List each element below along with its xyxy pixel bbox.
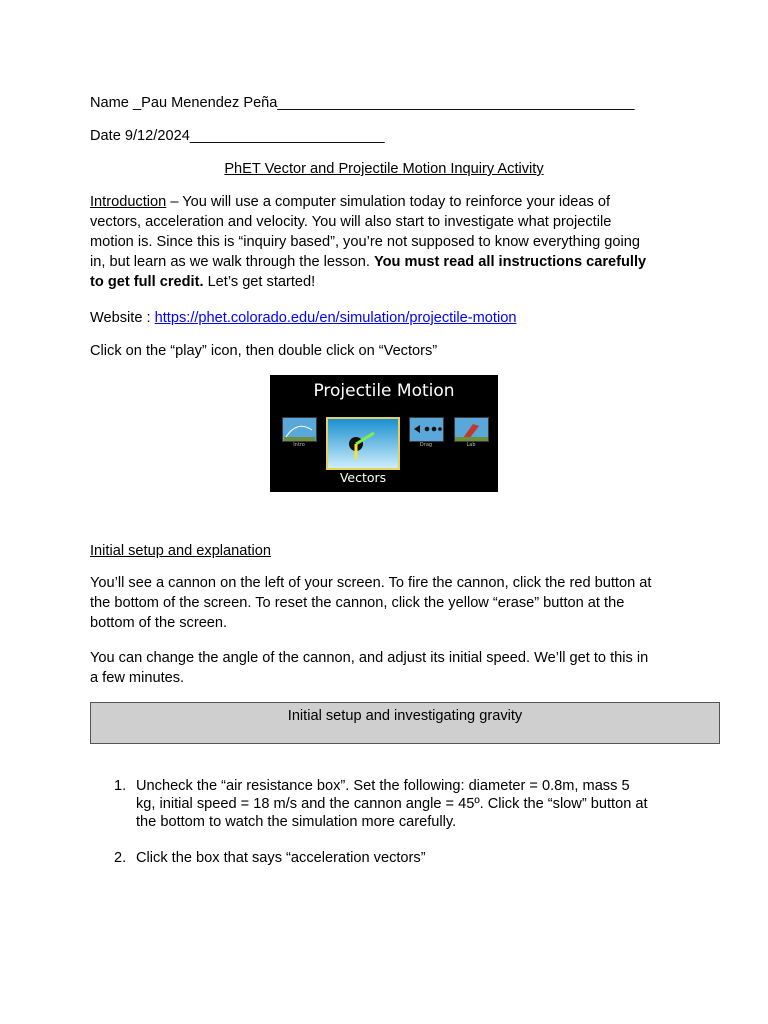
setup-paragraph-1	[90, 573, 690, 633]
step-1-line-1: Uncheck the “air resistance box”. Set the following: diameter = 0.8m, mass 5	[136, 778, 630, 794]
introduction-paragraph	[90, 192, 690, 292]
setup-p1-line-3: bottom of the screen.	[90, 615, 228, 631]
setup-p1-line-1: You’ll see a cannon on the left of your screen. To fire the cannon, click the red button at	[90, 575, 652, 591]
drag-thumbnail-label: Drag	[419, 442, 433, 448]
step-list	[114, 777, 684, 867]
vectors-thumbnail	[326, 417, 400, 470]
step-number: 2.	[114, 850, 127, 866]
name-line	[90, 93, 635, 113]
setup-heading: Initial setup and explanation	[90, 543, 271, 559]
intro-line-5: Let’s get started!	[203, 274, 316, 290]
intro-line-2: vectors, acceleration and velocity. You will also start to investigate what projectile	[90, 214, 612, 230]
intro-line-4: in, but learn as we walk through the lesson.	[90, 254, 374, 270]
step-1-line-3: the bottom to watch the simulation more carefully.	[136, 814, 457, 830]
simulation-image	[270, 375, 498, 492]
website-link[interactable]: https://phet.colorado.edu/en/simulation/projectile-motion	[154, 310, 517, 326]
name-value: Pau Menendez Peña	[141, 95, 278, 111]
section-banner-title: Initial setup and investigating gravity	[287, 708, 523, 724]
document-title: PhET Vector and Projectile Motion Inquiry Activity	[224, 161, 544, 177]
intro-line-3: motion is. Since this is “inquiry based”, you’re not supposed to know everything going	[90, 234, 640, 250]
trajectory-icon	[283, 418, 316, 441]
setup-p2-line-2: a few minutes.	[90, 670, 185, 686]
introduction-heading: Introduction	[90, 194, 167, 210]
lab-cannon-icon	[455, 418, 488, 441]
website-line	[90, 308, 516, 328]
intro-thumbnail	[282, 417, 317, 442]
section-banner	[90, 702, 720, 744]
step-2-line-1: Click the box that says “acceleration vectors”	[136, 850, 426, 866]
website-label: Website :	[90, 310, 155, 326]
step-1-line-2: kg, initial speed = 18 m/s and the cannon angle = 45º. Click the “slow” button at	[136, 796, 648, 812]
list-item	[114, 777, 684, 831]
date-label: Date	[90, 128, 125, 144]
name-blank: ____________________________________________	[277, 95, 635, 111]
setup-p2-line-1: You can change the angle of the cannon, and adjust its initial speed. We’ll get to this in	[90, 650, 649, 666]
date-value: 9/12/2024	[124, 128, 190, 144]
vectors-thumbnail-label: Vectors	[339, 470, 387, 485]
intro-line-5-bold: to get full credit.	[90, 274, 204, 290]
cannon-icon	[328, 419, 398, 468]
intro-thumbnail-label: Intro	[293, 442, 305, 448]
name-label: Name _	[90, 95, 142, 111]
setup-paragraph-2	[90, 648, 690, 688]
intro-line-1: – You will use a computer simulation today to reinforce your ideas of	[166, 194, 610, 210]
play-instruction: Click on the “play” icon, then double click on “Vectors”	[90, 343, 438, 359]
setup-p1-line-2: the bottom of the screen. To reset the cannon, click the yellow “erase” button at the	[90, 595, 625, 611]
date-blank: ________________________	[189, 128, 385, 144]
lab-thumbnail-label: Lab	[466, 442, 476, 448]
intro-line-4-bold: You must read all instructions carefully	[373, 254, 647, 270]
drag-thumbnail	[409, 417, 444, 442]
lab-thumbnail	[454, 417, 489, 442]
simulation-title: Projectile Motion	[313, 381, 455, 401]
list-item	[114, 849, 684, 867]
step-number: 1.	[114, 778, 127, 794]
date-line	[90, 126, 385, 146]
drag-arrow-icon	[410, 418, 443, 441]
